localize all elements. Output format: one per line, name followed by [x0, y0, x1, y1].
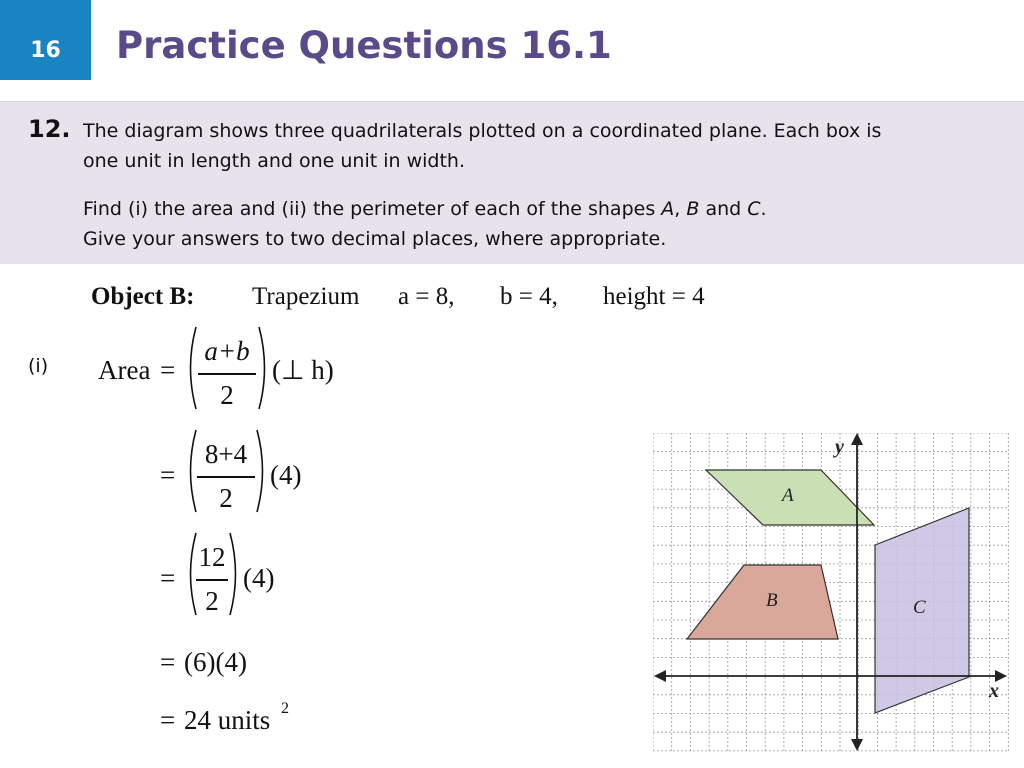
- shape-a-label: A: [782, 485, 794, 506]
- question-box: [0, 101, 1024, 264]
- shape-a-ref: A: [661, 198, 675, 220]
- question-statement: [83, 116, 983, 176]
- area-label: Area: [98, 355, 151, 385]
- separator: and: [699, 198, 748, 220]
- object-label: Object B:: [91, 283, 195, 310]
- y-axis-arrow-icon: [851, 739, 863, 751]
- formula-height-term: (⊥ h): [272, 355, 334, 385]
- given-height: height = 4: [603, 283, 705, 310]
- equals-sign: =: [160, 705, 176, 735]
- period: .: [760, 198, 767, 220]
- fraction-bar: [198, 373, 256, 375]
- shape-c-label: C: [913, 597, 926, 618]
- formula-denominator: 2: [220, 380, 234, 410]
- question-line-4: Give your answers to two decimal places, where appropriate.: [83, 228, 667, 250]
- y-axis-label: y: [835, 436, 844, 458]
- shape-b-label: B: [766, 590, 778, 611]
- instruction-text: Find (i) the area and (ii) the perimeter of each of the shapes: [83, 198, 662, 220]
- right-paren-icon: [254, 428, 270, 514]
- separator: ,: [674, 198, 687, 220]
- chapter-number: 16: [30, 38, 61, 63]
- units-exponent: 2: [281, 700, 289, 717]
- step1-tail: (4): [270, 460, 302, 490]
- x-axis-label: x: [989, 680, 999, 702]
- x-axis-arrow-icon: [654, 670, 666, 682]
- right-paren-icon: [256, 325, 272, 411]
- step1-denominator: 2: [219, 483, 233, 513]
- equals-sign: =: [160, 563, 176, 593]
- step2-numerator: 12: [198, 542, 226, 572]
- shape-b-ref: B: [686, 198, 700, 220]
- formula-numerator: a+b: [204, 336, 250, 366]
- given-b: b = 4,: [500, 283, 558, 310]
- question-line-1: The diagram shows three quadrilaterals plotted on a coordinated plane. Each box is: [83, 120, 882, 142]
- y-axis-arrow-icon: [851, 433, 863, 445]
- shape-c-ref: C: [747, 198, 761, 220]
- chapter-tab: [0, 0, 91, 80]
- question-line-3: [83, 194, 983, 224]
- step2-tail: (4): [243, 563, 275, 593]
- step3-product: (6)(4): [184, 647, 247, 677]
- step2-denominator: 2: [205, 586, 219, 616]
- fraction-bar: [196, 579, 228, 581]
- question-number: 12.: [28, 115, 71, 143]
- area-result: 24 units: [184, 705, 271, 735]
- part-label: (i): [28, 355, 49, 377]
- given-a: a = 8,: [398, 283, 455, 310]
- question-line-2: one unit in length and one unit in width.: [83, 150, 466, 172]
- shape-name: Trapezium: [252, 283, 360, 310]
- coordinate-diagram: [653, 433, 1009, 753]
- question-instructions: [83, 194, 983, 254]
- equals-sign: =: [160, 355, 176, 385]
- equals-sign: =: [160, 460, 176, 490]
- fraction-bar: [197, 476, 255, 478]
- equals-sign: =: [160, 647, 176, 677]
- shape-b: [687, 565, 838, 639]
- page-title: Practice Questions 16.1: [116, 24, 612, 67]
- right-paren-icon: [227, 531, 243, 617]
- step1-numerator: 8+4: [204, 439, 248, 469]
